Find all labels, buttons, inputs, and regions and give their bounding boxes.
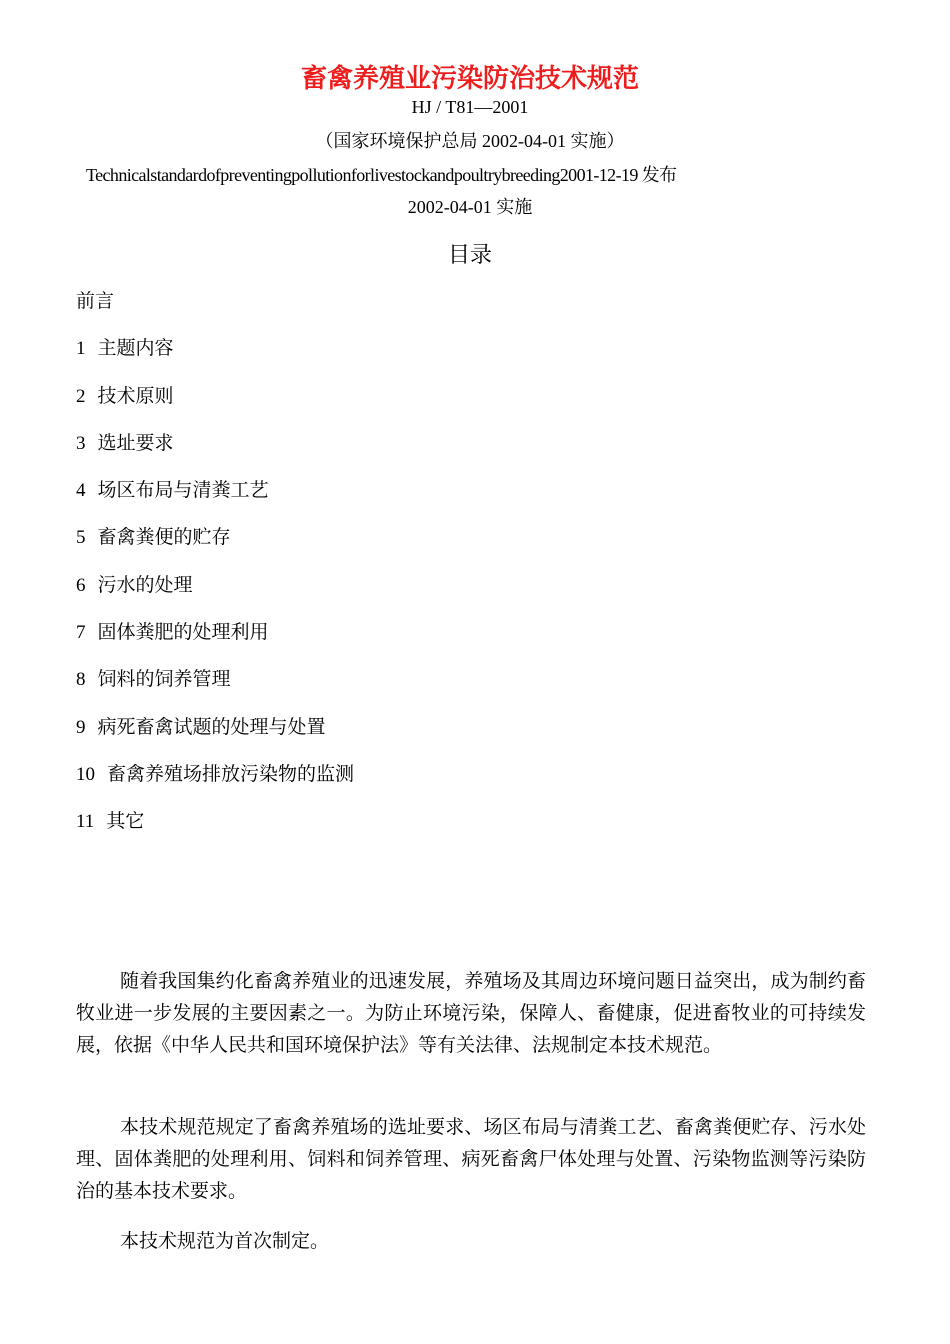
toc-item — [76, 665, 354, 712]
toc-item — [76, 571, 354, 618]
toc-item-number: 8 — [76, 669, 86, 691]
body-paragraph: 本技术规范为首次制定。 — [120, 1230, 330, 1252]
toc-item — [76, 523, 354, 570]
toc-item-number: 5 — [76, 527, 86, 549]
toc-item — [76, 760, 354, 807]
table-of-contents — [76, 287, 354, 855]
toc-item-label: 饲料的饲养管理 — [97, 668, 231, 691]
english-title-line: Technicalstandardofpreventingpollutionforlivestockandpoultrybreeding2001-12-19 发布 — [86, 165, 677, 185]
toc-item-label: 选址要求 — [97, 431, 174, 454]
toc-item-number: 3 — [76, 432, 86, 454]
toc-item-number: 1 — [76, 338, 86, 360]
toc-item-label: 场区布局与清粪工艺 — [97, 479, 269, 502]
toc-item-number: 2 — [76, 385, 86, 407]
standard-number: HJ / T81—2001 — [411, 97, 529, 117]
toc-item — [76, 618, 354, 665]
toc-item-label: 病死畜禽试题的处理与处置 — [97, 715, 326, 738]
document-title: 畜禽养殖业污染防治技术规范 — [300, 64, 639, 94]
toc-item-number: 10 — [76, 763, 95, 785]
toc-item — [76, 429, 354, 476]
body-paragraph: 随着我国集约化畜禽养殖业的迅速发展，养殖场及其周边环境问题日益突出，成为制约畜牧业进一步发展的主要因素之一。为防止环境污染，保障人、畜健康，促进畜牧业的可持续发展，依据《中华人民共和国环境保护法》等有关法律、法规制定本技术规范。 — [76, 970, 866, 1056]
toc-item-label: 其它 — [106, 810, 145, 833]
toc-item-label: 技术原则 — [97, 384, 174, 407]
toc-item-number: 7 — [76, 622, 86, 644]
effective-date: 2002-04-01 实施 — [407, 197, 533, 217]
toc-item-label: 畜禽粪便的贮存 — [97, 526, 231, 549]
toc-item — [76, 807, 354, 854]
toc-item-label: 主题内容 — [97, 337, 174, 360]
toc-item-label: 畜禽养殖场排放污染物的监测 — [107, 762, 355, 785]
toc-item — [76, 287, 354, 334]
toc-item — [76, 382, 354, 429]
toc-item — [76, 334, 354, 381]
toc-item-number: 6 — [76, 574, 86, 596]
toc-item — [76, 476, 354, 523]
toc-item-number: 11 — [76, 811, 95, 833]
body-paragraph: 本技术规范规定了畜禽养殖场的选址要求、场区布局与清粪工艺、畜禽粪便贮存、污水处理、固体粪肥的处理利用、饲料和饲养管理、病死畜禽尸体处理与处置、污染物监测等污染防治的基本技术要求。 — [76, 1116, 866, 1202]
toc-heading: 目录 — [447, 243, 492, 268]
toc-item-label: 前言 — [76, 290, 115, 312]
toc-item-label: 固体粪肥的处理利用 — [97, 621, 269, 644]
implementation-note: （国家环境保护总局 2002-04-01 实施） — [315, 131, 625, 151]
toc-item-number: 9 — [76, 716, 86, 738]
toc-item-number: 4 — [76, 480, 86, 502]
toc-item-label: 污水的处理 — [97, 573, 193, 596]
toc-item — [76, 713, 354, 760]
